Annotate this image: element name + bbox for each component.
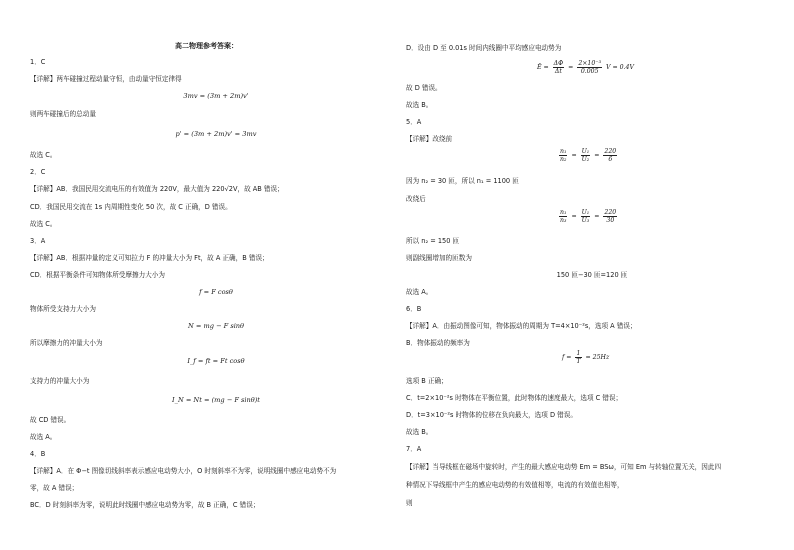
q5-number: 5．A [406, 118, 422, 126]
q3-choice: 故选 A。 [30, 433, 57, 441]
emf-lhs: Ē = [537, 64, 549, 71]
q6-number: 6．B [406, 305, 422, 313]
left-column [30, 0, 402, 550]
q1-equation-momentum: 3mv = (3m + 2m)v' [183, 92, 249, 100]
q7-explanation: 【详解】当导线框在磁场中旋转时，产生的最大感应电动势 Em = BSω，可知 Em 与转轴位置无关，因此四 [406, 463, 722, 471]
freq-lhs: f = [562, 354, 572, 361]
ratio1-den2: U₂ [581, 156, 590, 163]
emf-num: ΔΦ [553, 60, 564, 67]
q5-explanation-before: 【详解】改绕前 [406, 135, 453, 143]
emf-den: Δt [554, 68, 562, 75]
ratio1-num1: n₁ [560, 148, 567, 155]
q5-choice: 故选 A。 [406, 288, 433, 296]
q2-number: 2．C [30, 168, 46, 176]
q5-text-increase: 则副线圈增加的匝数为 [406, 254, 472, 262]
q7-then: 则 [406, 499, 413, 507]
q5-increase-value: 150 匝−30 匝=120 匝 [556, 271, 628, 279]
q7-explanation-cont: 种情况下导线框中产生的感应电动势的有效值相等，电流的有效值也相等， [406, 481, 624, 489]
ratio2-den1: n₃ [560, 217, 567, 224]
ratio1-den3: 6 [608, 156, 613, 163]
q4-explanation-a-cont: 零，故 A 错误； [30, 484, 79, 492]
q5-turns-after: 所以 n₂ = 150 匝 [406, 237, 460, 245]
right-column [406, 0, 778, 550]
freq-tail: = 25Hz [585, 354, 610, 361]
q4-explanation-a: 【详解】A．在 Φ−t 图像切线斜率表示感应电动势大小，O 时刻斜率不为零，说明线圈中感应电动势不为 [30, 467, 337, 475]
ratio1-num2: U₁ [581, 148, 590, 155]
emf-num2: 2×10⁻³ [578, 60, 602, 67]
freq-num: 1 [576, 350, 581, 357]
ratio2-num1: n₁ [560, 209, 567, 216]
q3-text-friction-impulse: 所以摩擦力的冲量大小为 [30, 339, 103, 347]
q6-choice: 故选 B。 [406, 428, 433, 436]
ratio2-fraction-3 [603, 209, 617, 224]
ratio1-fraction-2 [581, 148, 591, 163]
q2-explanation-ab: 【详解】AB．我国民用交流电压的有效值为 220V，最大值为 220√2V，故 AB 错误； [30, 185, 284, 193]
ratio2-num2: U₁ [581, 209, 590, 216]
q5-equation-ratio-after: $\frac{\text{n₁}}{\text{n₃}}$ = $\frac{\text{U₁}}{\text{U₃}}$ = $\frac{220}{30}$ [560, 209, 617, 224]
q4-d-conclusion: 故 D 错误。 [406, 84, 442, 92]
q3-text-support-impulse: 支持力的冲量大小为 [30, 377, 90, 385]
q2-explanation-cd: CD．我国民用交流在 1s 内周期性变化 50 次，故 C 正确，D 错误。 [30, 203, 232, 211]
ratio1-den1: n₂ [560, 156, 567, 163]
emf-mid: = [568, 64, 574, 71]
emf-den2: 0.005 [580, 68, 599, 75]
emf-fraction-2 [577, 60, 602, 75]
q4-choice: 故选 B。 [406, 101, 433, 109]
q6-explanation-b: B．物体振动的频率为 [406, 339, 470, 347]
q7-number: 7．A [406, 445, 422, 453]
q6-explanation-c: C．t=2×10⁻²s 时物体在平衡位置，此时物体的速度最大，选项 C 错误； [406, 394, 623, 402]
ratio2-fraction-1 [559, 209, 567, 224]
q3-equation-friction-impulse: I_f = ft = Ft cosθ [187, 357, 245, 365]
q4-explanation-d: D．设由 D 至 0.01s 时间内线圈中平均感应电动势为 [406, 44, 562, 52]
q3-equation-friction: f = F cosθ [199, 288, 233, 296]
q1-text: 则两车碰撞后的总动量 [30, 110, 96, 118]
q4-equation-average-emf [536, 60, 635, 75]
ratio1-fraction-3 [603, 148, 617, 163]
q1-equation-total: p' = (3m + 2m)v' = 3mv [175, 130, 257, 138]
ratio2-num3: 220 [604, 209, 617, 216]
answer-title: 高二物理参考答案： [175, 42, 238, 50]
ratio2-den2: U₃ [581, 217, 590, 224]
q3-conclusion: 故 CD 错误。 [30, 416, 71, 424]
q5-equation-ratio-before: $\frac{\text{n₁}}{\text{n₂}}$ = $\frac{\text{U₁}}{\text{U₂}}$ = $\frac{220}{6}$ [560, 148, 617, 163]
q3-text-support: 物体所受支持力大小为 [30, 305, 96, 313]
q4-explanation-bc: BC．D 时刻斜率为零，说明此时线圈中感应电动势为零，故 B 正确，C 错误； [30, 501, 260, 509]
emf-fraction-1 [553, 60, 565, 75]
q6-explanation-a: 【详解】A．由振动图像可知，物体振动的周期为 T=4×10⁻²s，选项 A 错误； [406, 322, 637, 330]
q2-choice: 故选 C。 [30, 220, 57, 228]
q1-number: 1．C [30, 58, 46, 66]
q1-choice: 故选 C。 [30, 151, 57, 159]
q5-turns-before: 因为 n₂ = 30 匝，所以 n₁ = 1100 匝 [406, 177, 519, 185]
q3-explanation-ab: 【详解】AB．根据冲量的定义可知拉力 F 的冲量大小为 Ft，故 A 正确，B 错误； [30, 254, 269, 262]
ratio2-fraction-2 [581, 209, 591, 224]
freq-fraction [575, 350, 581, 365]
q6-equation-frequency [561, 350, 610, 365]
q3-explanation-cd: CD．根据平衡条件可知物体所受摩擦力大小为 [30, 271, 165, 279]
q6-b-correct: 选项 B 正确； [406, 377, 448, 385]
q3-number: 3．A [30, 237, 46, 245]
q3-equation-support-impulse: I_N = Nt = (mg − F sinθ)t [172, 396, 260, 404]
q6-explanation-d: D．t=3×10⁻²s 时物体的位移在负向最大，选项 D 错误。 [406, 411, 577, 419]
q5-explanation-after: 改绕后 [406, 195, 426, 203]
ratio2-den3: 30 [606, 217, 615, 224]
emf-tail: V = 0.4V [606, 64, 634, 71]
ratio1-num3: 220 [604, 148, 617, 155]
q4-number: 4．B [30, 450, 46, 458]
freq-den: T [576, 358, 581, 365]
q1-explanation: 【详解】两车碰撞过程动量守恒，由动量守恒定律得 [30, 75, 182, 83]
q3-equation-support: N = mg − F sinθ [187, 322, 245, 330]
ratio1-fraction-1 [559, 148, 567, 163]
